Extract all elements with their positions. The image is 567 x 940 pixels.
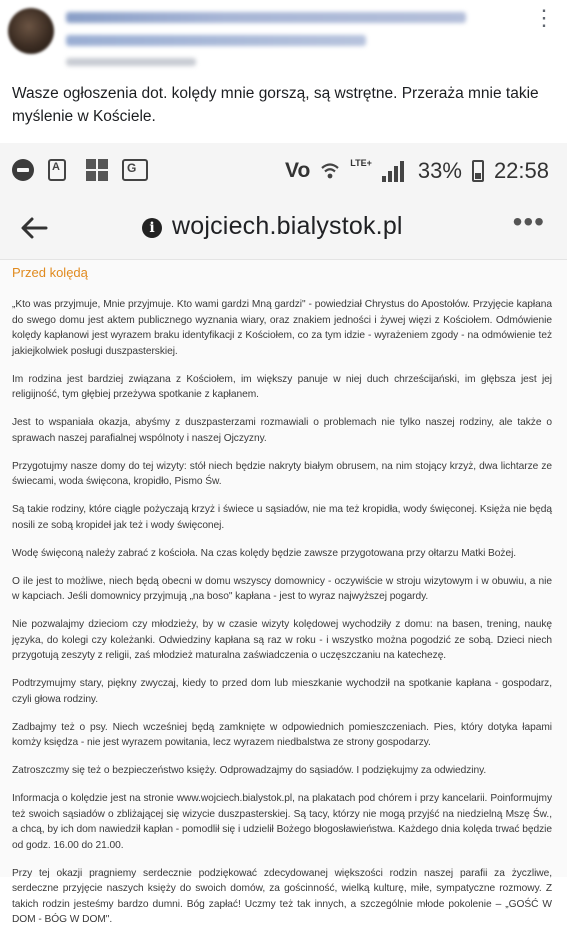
clock: 22:58 [493, 158, 549, 183]
article-paragraph: Przygotujmy nasze domy do tej wizyty: stół niech będzie nakryty białym obrusem, na nim stojący krzyż, dwa lichtarze ze świecami, woda święcona, kropidło, Pismo Św. [12, 460, 552, 488]
article-body [12, 297, 552, 928]
do-not-disturb-icon [12, 159, 34, 181]
document-icon [48, 159, 66, 181]
article-paragraph: Jest to wspaniała okazja, abyśmy z duszpasterzami rozmawiali o problemach nie tylko naszej rodziny, ale także o sprawach naszej parafialnej wspólnoty i naszej Ojczyzny. [12, 417, 552, 444]
article-heading: Przed kolędą [12, 265, 88, 280]
article-paragraph: Wodę święconą należy zabrać z kościoła. Na czas kolędy będzie zawsze przygotowana przy ołtarzu Matki Bożej. [12, 547, 517, 559]
battery-icon [472, 160, 484, 182]
more-options-icon[interactable]: ⋮ [533, 5, 555, 30]
url-bar[interactable]: wojciech.bialystok.pl [172, 212, 403, 240]
translate-icon [122, 159, 148, 181]
article-paragraph: Im rodzina jest bardziej związana z Kościołem, im większy panuje w niej duch chrześcijański, im głębsza jest jej religijność, tym głębiej przeżywa spotkanie z kapłanem. [12, 373, 552, 401]
article-paragraph: Przy tej okazji pragniemy serdecznie podziękować zdecydowanej większości rodzin naszej parafii za życzliwe, serdeczne przyjęcie naszych księży do swoich domów, za gościnność, wielką kulturę, miłe, sympatyczne rozmowy. Z takich rodzin jesteśmy bardzo dumni. Bóg zapłać! Uczmy też tak innych, a szczególnie młode pokolenie – „GOŚĆ W DOM - BÓG W DOM". [12, 867, 552, 926]
browser-toolbar [0, 198, 567, 260]
post-text: Wasze ogłoszenia dot. kolędy mnie gorszą, są wstrętne. Przeraża mnie takie myślenie w Kościele. [12, 85, 539, 125]
blurred-author-name[interactable] [66, 12, 466, 23]
blurred-post-meta [66, 58, 196, 66]
status-bar [0, 143, 567, 198]
windows-icon [86, 159, 108, 181]
article-paragraph: Nie pozwalajmy dzieciom czy młodzieży, by w czasie wizyty kolędowej wychodziły z domu: na basen, trening, naukę języka, do kolegi czy koleżanki. Odwiedziny kapłana są raz w roku - i wszystko można pogodzić ze sobą. Dzieci niech przygotują zeszyty z religii, zaś młodzież maturalna zaświadczenia o uczęszczaniu na katechezę. [12, 618, 552, 662]
back-arrow-icon[interactable] [18, 212, 50, 244]
article-paragraph: Są takie rodziny, które ciągle pożyczają krzyż i świece u sąsiadów, nie ma też kropidła, wody święconej. Księża nie będą nosili ze sobą kropideł jak też i wody święconej. [12, 504, 552, 531]
post-header [0, 0, 567, 72]
blurred-author-name-continued[interactable] [66, 35, 366, 46]
lte-indicator: LTE+ [350, 158, 372, 168]
article-paragraph: Informacja o kolędzie jest na stronie www.wojciech.bialystok.pl, na plakatach pod chórem i przy kancelarii. Poinformujmy też swoich sąsiadów o zbliżającej się wizycie duszpasterskiej. Są tacy, którzy nie mogą przyjść na niedzielną Mszę Św., a chcą, by ich dom nawiedził kapłan - pomodlił się i udzielił Bożego błogosławieństwa. Każdego dnia kolęda trwać będzie od godz. 16.00 do 21.00. [12, 792, 552, 851]
article-paragraph: „Kto was przyjmuje, Mnie przyjmuje. Kto wami gardzi Mną gardzi" - powiedział Chrystus do Apostołów. Przyjęcie kapłana do swego domu jest aktem publicznego wyznania wiary, oraz znakiem jedności i żywej więzi z Kościołem. Odmówienie kolędy kapłanowi jest wyrazem braku identyfikacji z Kościołem, co za tym idzie - wyrażeniem zgody - na odmówienie też jakiejkolwiek posługi duszpasterskiej. [12, 299, 552, 357]
volte-indicator: Vo [285, 159, 311, 182]
battery-percent: 33% [417, 158, 462, 183]
signal-icon [382, 160, 408, 182]
article [12, 262, 552, 940]
article-paragraph: Podtrzymujmy stary, piękny zwyczaj, kiedy to przed dom lub mieszkanie wychodził na spotkanie kapłana - gospodarz, czyli głowa rodziny. [12, 678, 552, 705]
embedded-screenshot [0, 143, 567, 926]
article-paragraph: Zadbajmy też o psy. Niech wcześniej będą zamknięte w odpowiednich pomieszczeniach. Pies, który dotyka łapami komży księdza - nie jest wyrazem powitania, lecz wyrazem niedbalstwa ze strony gospodarzy. [12, 721, 552, 749]
article-paragraph: O ile jest to możliwe, niech będą obecni w domu wszyscy domownicy - oczywiście w stroju wizytowym i w obuwiu, a nie w kapciach. Jeśli domownicy przyjmują „na boso" kapłana - jest to wyraz najwyższej pogardy. [12, 575, 552, 603]
info-icon[interactable]: i [142, 218, 162, 238]
browser-menu-icon[interactable]: ••• [512, 206, 545, 237]
article-paragraph: Zatroszczmy się też o bezpieczeństwo księży. Odprowadzajmy do sąsiadów. I podziękujmy za odwiedziny. [12, 765, 487, 777]
status-right [285, 155, 549, 187]
avatar[interactable] [8, 8, 54, 54]
wifi-icon [320, 161, 340, 181]
